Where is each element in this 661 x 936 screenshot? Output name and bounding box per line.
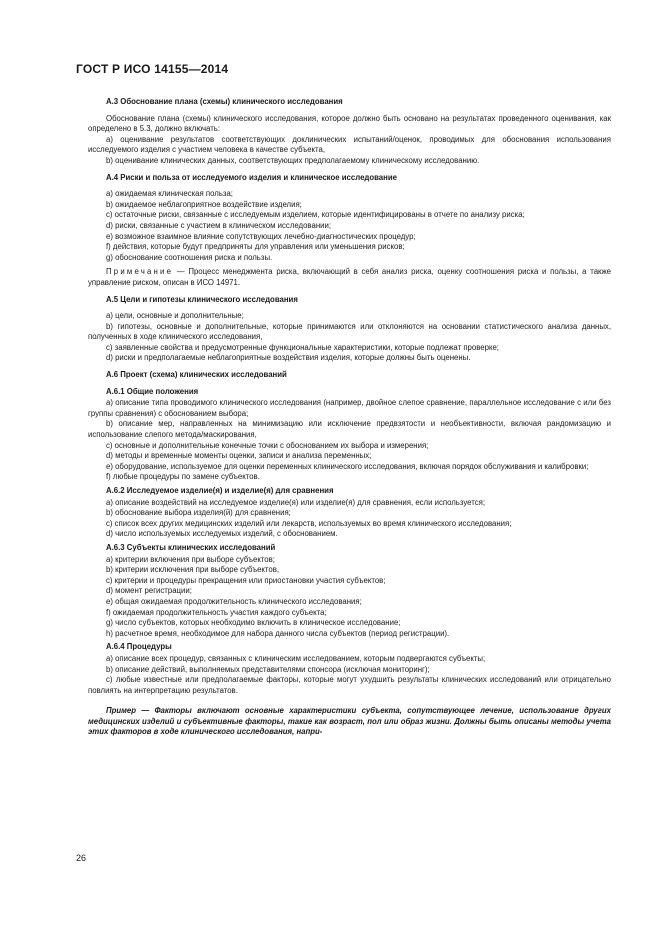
list-item: b) описание действий, выполняемых представителями спонсора (исключая мониторинг);: [106, 664, 430, 674]
section-heading-a6: А.6 Проект (схема) клинических исследований: [106, 370, 287, 380]
list-item: c) список всех других медицинских изделий или лекарств, используемых во время клинического исследования;: [106, 518, 512, 528]
section-heading-a5: А.5 Цели и гипотезы клинического исследования: [106, 294, 298, 304]
list-item: b) обоснование выбора изделия(й) для сравнения;: [106, 508, 291, 518]
list-item: e) возможное взаимное влияние сопутствующих лечебно-диагностических процедур;: [106, 231, 416, 241]
list-item: b) ожидаемое неблагоприятное воздействие изделия;: [106, 199, 302, 209]
note-text: — Процесс менеджмента риска, включающий в себя анализ риска, оценку соотношения риска и пользы, а также управление риском, описан в ИСО 14971.: [88, 267, 611, 287]
list-item: a) ожидаемая клиническая польза;: [106, 189, 233, 199]
section-heading-a3: А.3 Обоснование плана (схемы) клинического исследования: [106, 97, 343, 106]
list-item: a) цели, основные и дополнительные;: [106, 311, 244, 321]
list-item: d) число используемых исследуемых изделий, с обоснованием.: [106, 529, 338, 539]
list-item: b) описание мер, направленных на минимизацию или исключение предвзятости и необъективности, включая рандомизацию и использование слепого метода/маскирования,: [88, 419, 611, 440]
list-item: f) ожидаемая продолжительность участия каждого субъекта;: [106, 607, 327, 617]
example-paragraph: Пример — Факторы включают основные характеристики субъекта, сопутствующее лечение, использование других медицинских изделий и субъективные факторы, такие как возраст, пол или образ жизни. Должны быть описаны методы учета этих факторов в ходе клинического исследования, напри-: [88, 706, 611, 737]
list-item: c) критерии и процедуры прекращения или приостановки участия субъектов;: [106, 575, 386, 585]
list-item: e) общая ожидаемая продолжительность клинического исследования;: [106, 596, 362, 606]
list-item: b) гипотезы, основные и дополнительные, которые принимаются или отклоняются на основании статистического анализа данных, полученных в ходе клинического исследования,: [88, 321, 611, 342]
list-item: d) риски и предполагаемые неблагоприятные воздействия изделия, которые должны быть оценены.: [106, 353, 471, 363]
list-item: d) момент регистрации;: [106, 586, 192, 596]
subsection-heading-a6-1: А.6.1 Общие положения: [106, 386, 199, 396]
list-item: f) любые процедуры по замене субъектов.: [106, 472, 260, 482]
note: [88, 267, 611, 288]
list-item: f) действия, которые будут предприняты для управления или уменьшения рисков;: [106, 242, 405, 252]
list-item: c) заявленные свойства и предусмотренные функциональные характеристики, которые подлежат проверке;: [106, 342, 499, 352]
list-item: h) расчетное время, необходимое для набора данного числа субъектов (период регистрации).: [106, 628, 450, 638]
document-body: [88, 97, 611, 738]
list-item: c) любые известные или предполагаемые факторы, которые могут ухудшить результаты клинических исследований или отрицательно повлиять на интерпретацию результатов.: [88, 675, 611, 695]
list-item: e) оборудование, используемое для оценки переменных клинического исследования, включая порядок обслуживания и калибровки;: [106, 461, 589, 471]
list-item: d) риски, связанные с участием в клиническом исследовании;: [106, 220, 331, 230]
document-header: ГОСТ Р ИСО 14155—2014: [76, 62, 229, 76]
paragraph: Обоснование плана (схемы) клинического исследования, которое должно быть основано на результатах проведенного оценивания, как определено в 5.3, должно включать:: [88, 113, 611, 134]
list-item: a) оценивание результатов соответствующих доклинических испытаний/оценок, проводимых для обоснования использования исследуемого изделия с участием человека в качестве субъекта,: [88, 134, 611, 155]
section-heading-a4: А.4 Риски и польза от исследуемого изделия и клиническое исследование: [106, 172, 397, 182]
list-item: g) число субъектов, которых необходимо включить в клиническое исследование;: [106, 618, 401, 628]
list-item: b) критерии исключения при выборе субъектов,: [106, 565, 280, 575]
list-item: c) основные и дополнительные конечные точки с обоснованием их выбора и измерения;: [106, 440, 429, 450]
subsection-heading-a6-4: А.6.4 Процедуры: [106, 642, 172, 652]
list-item: d) методы и временные моменты оценки, записи и анализа переменных;: [106, 451, 372, 461]
list-item: a) критерии включения при выборе субъектов;: [106, 554, 275, 564]
list-item: g) обоснование соотношения риска и пользы.: [106, 252, 273, 262]
list-item: b) оценивание клинических данных, соответствующих предполагаемому клиническому исследованию.: [106, 155, 480, 165]
subsection-heading-a6-2: А.6.2 Исследуемое изделие(я) и изделие(я) для сравнения: [106, 486, 334, 495]
list-item: a) описание типа проводимого клинического исследования (например, двойное слепое сравнение, параллельное исследование с или без группы сравнения) с обоснованием выбора;: [88, 398, 611, 418]
note-label: Примечание: [106, 267, 174, 277]
list-item: c) остаточные риски, связанные с исследуемым изделием, которые идентифицированы в отчете по анализу риска;: [106, 210, 525, 220]
list-item: a) описание всех процедур, связанных с клиническим исследованием, которым подвергаются субъекты;: [106, 653, 486, 663]
list-item: a) описание воздействий на исследуемое изделие(я) или изделие(я) для сравнения, если используется;: [106, 497, 486, 507]
subsection-heading-a6-3: А.6.3 Субъекты клинических исследований: [106, 542, 276, 552]
page-number: 26: [76, 853, 87, 863]
